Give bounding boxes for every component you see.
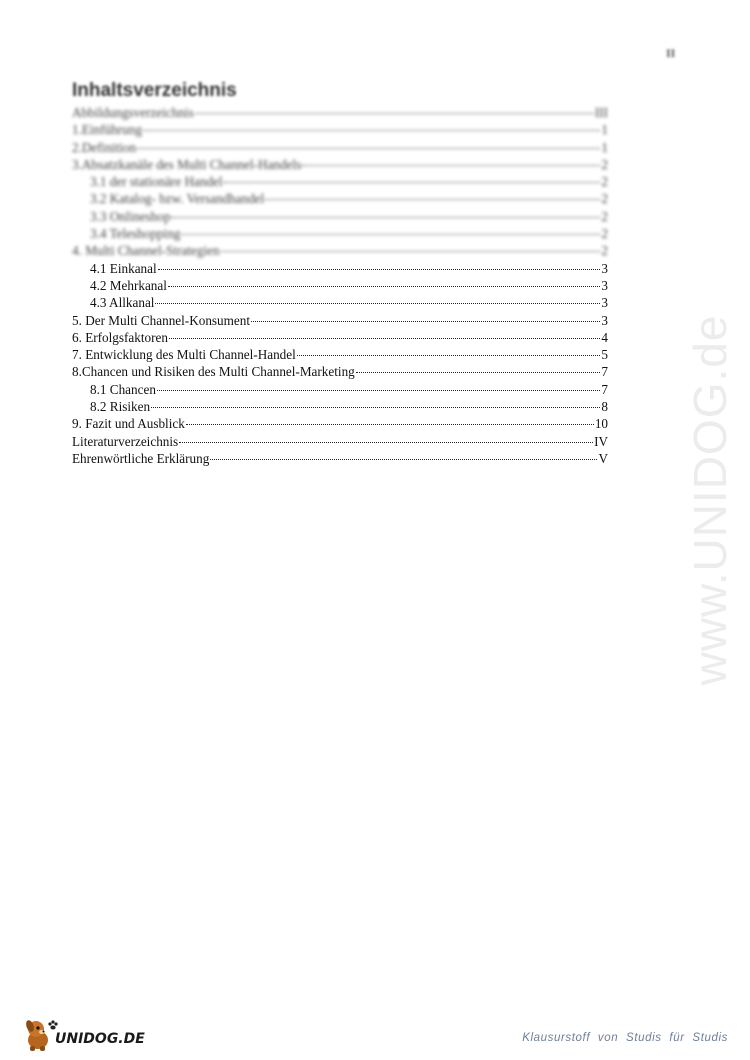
toc-entry-page: 2	[601, 156, 608, 172]
toc-entry-label: 6. Erfolgsfaktoren	[72, 329, 168, 345]
toc-entry[interactable]	[72, 242, 608, 259]
toc-dot-leader	[302, 165, 600, 166]
toc-dot-leader	[181, 234, 600, 235]
toc-entry[interactable]	[72, 104, 608, 121]
toc-entry-label: 3.2 Katalog- bzw. Versandhandel	[90, 191, 265, 207]
logo-text: UNIDOG.DE	[55, 1031, 145, 1047]
toc-entry-page: 3	[601, 312, 608, 328]
toc-entry-label: Ehrenwörtliche Erklärung	[72, 450, 210, 466]
page-number: II	[666, 46, 676, 60]
toc-dot-leader	[155, 303, 600, 304]
toc-entry[interactable]	[72, 346, 608, 363]
toc-entry[interactable]	[72, 398, 608, 415]
toc-entry-label: 3.Absatzkanäle des Multi Channel-Handels	[72, 156, 302, 172]
toc-dot-leader	[179, 442, 593, 443]
toc-dot-leader	[265, 199, 600, 200]
toc-entry-page: 1	[601, 139, 608, 155]
toc-entry-label: 5. Der Multi Channel-Konsument	[72, 312, 251, 328]
toc-dot-leader	[195, 113, 594, 114]
toc-entry[interactable]	[72, 294, 608, 311]
toc-entry[interactable]	[72, 190, 608, 207]
toc-entry-page: 7	[601, 364, 608, 380]
toc-entry-label: 9. Fazit und Ausblick	[72, 416, 185, 432]
toc-dot-leader	[143, 130, 600, 131]
toc-dot-leader	[172, 217, 601, 218]
toc-entry[interactable]	[72, 277, 608, 294]
toc-entry-page: 2	[601, 208, 608, 224]
toc-entry[interactable]	[72, 450, 608, 467]
toc-dot-leader	[224, 182, 601, 183]
toc-entry-page: 8	[601, 399, 608, 415]
toc-dot-leader	[221, 251, 601, 252]
toc-entry[interactable]	[72, 260, 608, 277]
toc-dot-leader	[169, 338, 600, 339]
toc-entry-label: 7. Entwicklung des Multi Channel-Handel	[72, 347, 296, 363]
toc-entry-label: Literaturverzeichnis	[72, 433, 179, 449]
toc-entry[interactable]	[72, 415, 608, 432]
dog-mascot-icon	[22, 1014, 152, 1054]
toc-entry-label: 8.2 Risiken	[90, 399, 151, 415]
toc-entry-page: 3	[601, 260, 608, 276]
toc-dot-leader	[186, 424, 594, 425]
toc-entry[interactable]	[72, 139, 608, 156]
footer-tagline: Klausurstoff von Studis für Studis	[522, 1032, 728, 1044]
toc-entry-page: IV	[594, 433, 608, 449]
toc-entry[interactable]	[72, 312, 608, 329]
toc-entry-page: 3	[601, 295, 608, 311]
toc-entry-label: 8.1 Chancen	[90, 381, 156, 397]
toc-entry-page: 10	[594, 416, 608, 432]
table-of-contents	[72, 104, 608, 467]
unidog-logo[interactable]	[22, 1014, 152, 1054]
toc-entry-label: 4. Multi Channel-Strategien	[72, 243, 220, 259]
toc-entry-page: 4	[601, 329, 608, 345]
toc-entry[interactable]	[72, 208, 608, 225]
toc-dot-leader	[251, 321, 600, 322]
toc-dot-leader	[157, 390, 600, 391]
toc-entry-page: 1	[601, 122, 608, 138]
toc-entry-label: 3.4 Teleshopping	[90, 226, 181, 242]
toc-entry[interactable]	[72, 329, 608, 346]
toc-entry-label: 1.Einführung	[72, 122, 142, 138]
toc-entry[interactable]	[72, 225, 608, 242]
toc-entry-label: 3.1 der stationäre Handel	[90, 174, 223, 190]
toc-entry-page: 2	[601, 243, 608, 259]
toc-dot-leader	[158, 269, 601, 270]
toc-entry-label: 4.1 Einkanal	[90, 260, 157, 276]
toc-entry[interactable]	[72, 433, 608, 450]
toc-dot-leader	[137, 148, 600, 149]
toc-entry[interactable]	[72, 363, 608, 380]
toc-title: Inhaltsverzeichnis	[72, 80, 237, 101]
toc-entry-page: 2	[601, 191, 608, 207]
toc-entry-page: 3	[601, 277, 608, 293]
toc-dot-leader	[210, 459, 597, 460]
toc-entry-label: 4.2 Mehrkanal	[90, 277, 167, 293]
toc-entry-page: V	[598, 450, 608, 466]
toc-entry-label: Abbildungsverzeichnis	[72, 105, 194, 120]
toc-entry-page: 5	[601, 347, 608, 363]
toc-dot-leader	[356, 372, 601, 373]
toc-entry-label: 2.Definition	[72, 139, 137, 155]
toc-entry-page: III	[594, 105, 608, 120]
toc-entry[interactable]	[72, 173, 608, 190]
toc-entry-label: 3.3 Onlineshop	[90, 208, 171, 224]
toc-entry[interactable]	[72, 121, 608, 138]
toc-entry-page: 2	[601, 174, 608, 190]
toc-entry-page: 7	[601, 381, 608, 397]
toc-dot-leader	[151, 407, 600, 408]
toc-entry[interactable]	[72, 156, 608, 173]
toc-dot-leader	[168, 286, 601, 287]
toc-dot-leader	[297, 355, 601, 356]
toc-entry-label: 8.Chancen und Risiken des Multi Channel-Marketing	[72, 364, 355, 380]
toc-entry-page: 2	[601, 226, 608, 242]
toc-entry-label: 4.3 Allkanal	[90, 295, 155, 311]
watermark: www.UNIDOG.de	[684, 314, 736, 686]
toc-entry[interactable]	[72, 381, 608, 398]
